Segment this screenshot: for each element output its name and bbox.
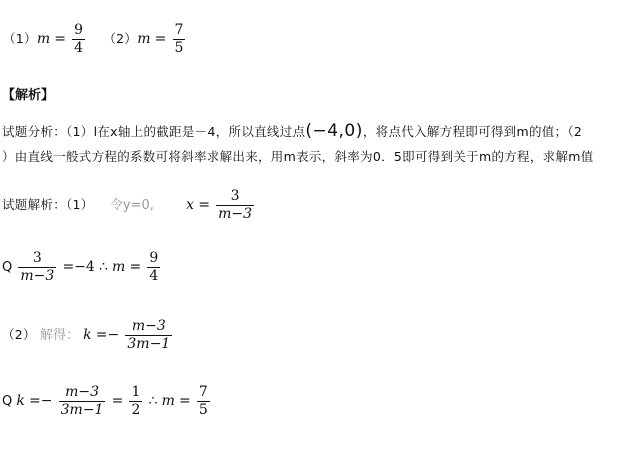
fraction-denominator: 5 [198, 402, 208, 418]
equation-2 [2, 250, 162, 285]
answer-part2-fraction [173, 22, 186, 57]
equation-4-fraction [59, 384, 106, 419]
jiexi-heading: 【解析】 [2, 88, 55, 103]
fraction-numerator: m−3 [59, 384, 106, 402]
answer-part2-label: （2） [103, 31, 138, 46]
fraction-denominator: 2 [131, 402, 141, 418]
solution-faint-text: 令y=0, [109, 198, 154, 213]
analysis-line-1 [2, 122, 582, 141]
therefore-symbol: ∴ [98, 259, 108, 275]
equation-4-half [129, 384, 142, 419]
fraction-denominator: 4 [74, 40, 84, 56]
fraction-numerator: 9 [74, 22, 84, 38]
equation-4-k-var: k [16, 393, 25, 409]
equation-4-equals: = [111, 393, 124, 409]
because-symbol: Q [2, 394, 13, 409]
equation-2-m-fraction [147, 250, 160, 285]
part2-line [2, 318, 174, 353]
fraction-numerator: 7 [174, 22, 184, 38]
part2-k-equals: =− [95, 327, 120, 343]
answer-part1-label: （1） [3, 31, 37, 46]
answer-part2-var: m [137, 31, 151, 47]
analysis-line1-suffix: ，将点代入解方程即可得到m的值；（2 [362, 124, 583, 139]
solution-x-fraction [216, 188, 254, 223]
solution-x-equals: = [198, 197, 210, 213]
fraction-numerator: 7 [198, 384, 208, 400]
analysis-line-2: ）由直线一般式方程的系数可将斜率求解出来，用m表示，斜率为0．5即可得到关于m的方程，求解m值 [2, 149, 594, 164]
answer-part1-fraction [72, 22, 85, 57]
because-symbol: Q [2, 260, 13, 275]
part2-fraction [125, 318, 172, 353]
therefore-symbol: ∴ [148, 393, 158, 409]
fraction-denominator: 5 [174, 40, 184, 56]
equation-4-m-var: m [161, 393, 175, 409]
equation-2-fraction [18, 250, 56, 285]
answer-part1-var: m [36, 31, 51, 47]
fraction-denominator: 4 [149, 268, 159, 284]
solution-x-var: x [186, 197, 195, 213]
equation-2-m-equals: = [129, 259, 142, 275]
answer-line [3, 22, 187, 57]
answer-part1-equals: = [54, 31, 67, 47]
part2-label: （2） [2, 327, 36, 342]
part2-k-var: k [83, 327, 92, 343]
solution-intro: 试题解析：（1） [2, 197, 94, 212]
fraction-numerator: 1 [131, 384, 141, 400]
fraction-numerator: m−3 [125, 318, 172, 336]
equation-4-m-fraction [197, 384, 210, 419]
fraction-numerator: 3 [18, 250, 56, 268]
fraction-denominator: m−3 [20, 268, 55, 284]
fraction-numerator: 3 [216, 188, 254, 206]
equation-4 [2, 384, 212, 419]
part2-faint-text: 解得： [40, 328, 80, 343]
analysis-point: (−4,0) [305, 121, 363, 141]
solution-line-1 [2, 188, 256, 223]
analysis-line1-prefix: 试题分析：（1）l在x轴上的截距是－4，所以直线过点 [2, 124, 306, 139]
equation-4-k-equals: =− [29, 393, 53, 409]
equation-2-rhs: =−4 [62, 259, 95, 275]
answer-part2-equals: = [154, 31, 167, 47]
fraction-numerator: 9 [149, 250, 159, 266]
fraction-denominator: m−3 [218, 206, 253, 222]
equation-2-m-var: m [112, 259, 126, 275]
fraction-denominator: 3m−1 [127, 336, 171, 352]
equation-4-m-equals: = [179, 393, 191, 409]
fraction-denominator: 3m−1 [60, 402, 104, 418]
